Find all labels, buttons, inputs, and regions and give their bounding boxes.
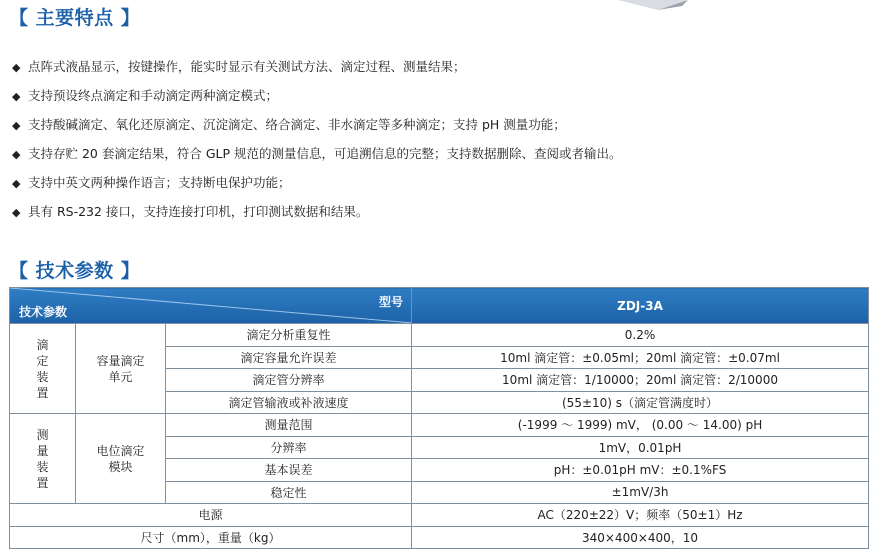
param-cell: 基本误差 [166,459,412,482]
diagonal-divider [10,288,412,323]
unit-group-cell [76,324,166,414]
diamond-bullet-icon: ◆ [12,206,21,219]
value-cell: 10ml 滴定管：1/10000；20ml 滴定管：2/10000 [412,369,869,392]
table-header-row [10,288,869,324]
feature-item [12,85,622,114]
product-image-fragment [618,0,688,16]
param-cell: 分辨率 [166,436,412,459]
device-group-cell [10,324,76,414]
param-cell: 测量范围 [166,414,412,437]
feature-text: 支持酸碱滴定、氧化还原滴定、沉淀滴定、络合滴定、非水滴定等多种滴定；支持 pH 测量功能； [28,117,566,132]
features-list [12,56,622,230]
diamond-bullet-icon: ◆ [12,90,21,103]
param-cell: 尺寸（mm），重量（kg） [10,526,412,549]
diamond-bullet-icon: ◆ [12,177,21,190]
param-cell: 滴定分析重复性 [166,324,412,347]
header-corner-cell [10,288,412,324]
device-char: 装 [36,459,49,474]
device-char: 定 [36,353,49,368]
feature-item [12,143,622,172]
param-cell: 电源 [10,504,412,527]
header-model-value: ZDJ-3A [412,288,869,324]
feature-text: 支持中英文两种操作语言；支持断电保护功能； [28,175,291,190]
table-row [10,414,869,437]
feature-item [12,114,622,143]
device-group-cell [10,414,76,504]
value-cell: 1mV，0.01pH [412,436,869,459]
params-section-title: 【 技术参数 】 [9,260,141,282]
unit-label-line: 模块 [108,459,133,474]
unit-label-line: 容量滴定 [96,353,145,368]
feature-item [12,201,622,230]
feature-item [12,56,622,85]
value-cell: ±1mV/3h [412,481,869,504]
unit-group-cell [76,414,166,504]
device-char: 测 [36,427,49,442]
device-char: 量 [36,443,49,458]
features-section-title: 【 主要特点 】 [9,7,141,29]
feature-text: 点阵式液晶显示，按键操作，能实时显示有关测试方法、滴定过程、测量结果； [28,59,466,74]
table-row [10,324,869,347]
unit-label-line: 电位滴定 [96,443,145,458]
feature-item [12,172,622,201]
device-char: 滴 [36,337,49,352]
spec-table [9,287,869,549]
value-cell: 340×400×400，10 [412,526,869,549]
table-row [10,526,869,549]
diamond-bullet-icon: ◆ [12,148,21,161]
value-cell: AC（220±22）V；频率（50±1）Hz [412,504,869,527]
value-cell: (-1999 ～ 1999) mV， (0.00 ～ 14.00) pH [412,414,869,437]
value-cell: (55±10) s（滴定管满度时） [412,391,869,414]
device-char: 装 [36,369,49,384]
table-row [10,504,869,527]
diamond-bullet-icon: ◆ [12,119,21,132]
unit-label-line: 单元 [108,369,133,384]
device-char: 置 [36,475,49,490]
header-model-label: 型号 [379,295,404,309]
param-cell: 稳定性 [166,481,412,504]
feature-text: 具有 RS-232 接口，支持连接打印机，打印测试数据和结果。 [28,204,369,219]
header-params-label: 技术参数 [19,305,68,319]
feature-text: 支持存贮 20 套滴定结果，符合 GLP 规范的测量信息，可追溯信息的完整；支持数据删除、查阅或者输出。 [28,146,622,161]
value-cell: 0.2% [412,324,869,347]
device-char: 置 [36,385,49,400]
value-cell: pH：±0.01pH mV：±0.1%FS [412,459,869,482]
param-cell: 滴定管分辨率 [166,369,412,392]
diamond-bullet-icon: ◆ [12,61,21,74]
value-cell: 10ml 滴定管：±0.05ml；20ml 滴定管：±0.07ml [412,346,869,369]
param-cell: 滴定容量允许误差 [166,346,412,369]
param-cell: 滴定管输液或补液速度 [166,391,412,414]
feature-text: 支持预设终点滴定和手动滴定两种滴定模式； [28,88,279,103]
